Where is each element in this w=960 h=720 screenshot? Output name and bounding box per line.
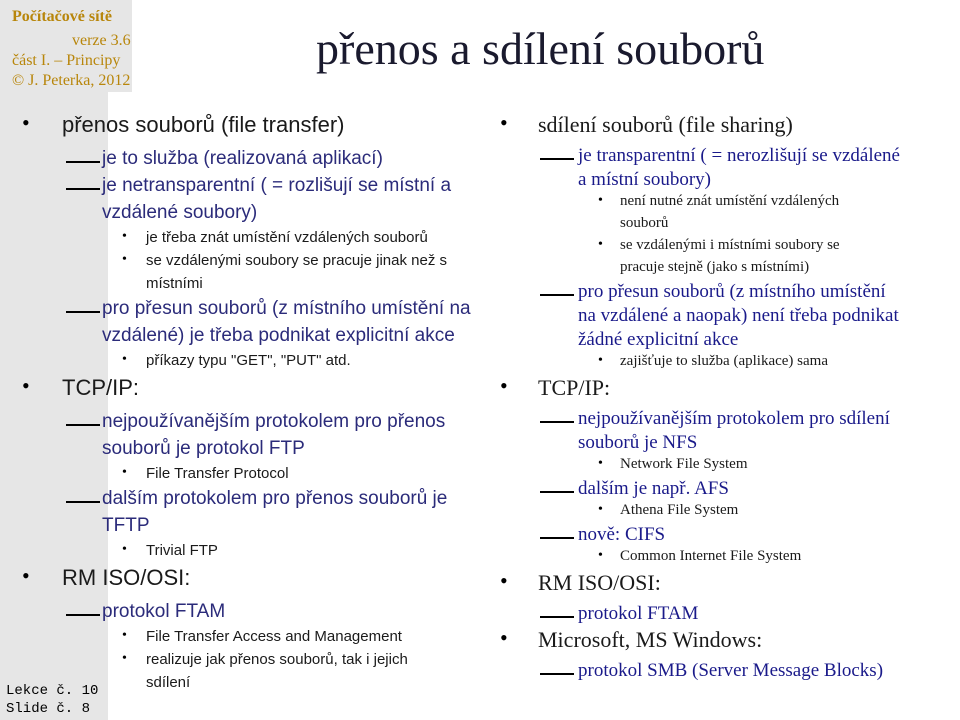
dash-icon (540, 421, 574, 423)
dash-icon (540, 673, 574, 675)
dot-icon: • (122, 628, 127, 643)
outline-line: Network File System (620, 456, 748, 472)
dot-icon: • (122, 352, 127, 367)
bullet-icon: • (500, 110, 508, 135)
outline-line: se vzdálenými i místními soubory se (620, 237, 840, 253)
dot-icon: • (598, 193, 603, 208)
outline-line: Trivial FTP (146, 542, 218, 559)
dash-icon (540, 491, 574, 493)
outline-line: na vzdálené a naopak) není třeba podnikat (578, 305, 899, 326)
outline-line: je to služba (realizovaná aplikací) (102, 148, 383, 169)
slide-number: Slide č. 8 (6, 701, 91, 717)
outline-line: RM ISO/OSI: (538, 570, 661, 595)
part-label: část I. – Principy (12, 52, 121, 69)
bullet-icon: • (22, 110, 30, 135)
outline-line: Athena File System (620, 502, 739, 518)
dot-icon: • (598, 456, 603, 471)
outline-line: souborů je NFS (578, 432, 698, 453)
outline-line: vzdálené soubory) (102, 202, 258, 223)
bullet-icon: • (500, 568, 508, 593)
outline-line: žádné explicitní akce (578, 329, 739, 350)
outline-line: a místní soubory) (578, 169, 711, 190)
outline-line: vzdálené) je třeba podnikat explicitní akce (102, 325, 455, 346)
bullet-icon: • (500, 373, 508, 398)
dash-icon (66, 188, 100, 190)
dot-icon: • (122, 252, 127, 267)
dash-icon (66, 614, 100, 616)
outline-line: nejpoužívanějším protokolem pro přenos (102, 411, 446, 432)
dot-icon: • (598, 237, 603, 252)
dash-icon (66, 311, 100, 313)
slide-title: přenos a sdílení souborů (316, 23, 765, 74)
outline-line: protokol SMB (Server Message Blocks) (578, 660, 884, 681)
outline-line: souborů je protokol FTP (102, 438, 305, 459)
outline-line: není nutné znát umístění vzdálených (620, 193, 840, 209)
outline-line: TCP/IP: (62, 375, 140, 400)
outline-line: zajišťuje to služba (aplikace) sama (620, 353, 828, 369)
outline-line: příkazy typu "GET", "PUT" atd. (146, 352, 351, 369)
dot-icon: • (598, 502, 603, 517)
bullet-icon: • (22, 373, 30, 398)
outline-line: TCP/IP: (538, 375, 611, 400)
outline-line: RM ISO/OSI: (62, 565, 191, 590)
outline-line: Microsoft, MS Windows: (538, 627, 763, 652)
bullet-icon: • (22, 563, 30, 588)
sidebar-band (0, 0, 108, 720)
copyright-label: © J. Peterka, 2012 (12, 72, 131, 89)
outline-line: nově: CIFS (578, 524, 666, 545)
outline-line: je transparentní ( = nerozlišují se vzdálené (578, 145, 900, 166)
outline-line: File Transfer Protocol (146, 465, 289, 482)
outline-line: Common Internet File System (620, 548, 802, 564)
outline-line: místními (146, 275, 203, 292)
outline-line: protokol FTAM (578, 603, 699, 624)
dot-icon: • (122, 542, 127, 557)
dot-icon: • (122, 651, 127, 666)
outline-line: protokol FTAM (102, 601, 226, 622)
outline-line: je třeba znát umístění vzdálených souborů (146, 229, 428, 246)
outline-line: souborů (620, 215, 669, 231)
dot-icon: • (598, 548, 603, 563)
outline-line: je netransparentní ( = rozlišují se místní a (102, 175, 452, 196)
dash-icon (540, 616, 574, 618)
dash-icon (540, 294, 574, 296)
outline-line: se vzdálenými soubory se pracuje jinak než s (146, 252, 447, 269)
outline-line: pro přesun souborů (z místního umístění na (102, 298, 471, 319)
dash-icon (66, 501, 100, 503)
outline-line: sdílení souborů (file sharing) (538, 112, 793, 137)
dash-icon (66, 161, 100, 163)
lecture-label: Lekce č. 10 (6, 683, 99, 699)
bullet-icon: • (500, 625, 508, 650)
outline-line: přenos souborů (file transfer) (62, 112, 345, 137)
outline-line: TFTP (102, 515, 150, 536)
dash-icon (66, 424, 100, 426)
dot-icon: • (122, 465, 127, 480)
course-name: Počítačové sítě (12, 8, 112, 25)
dot-icon: • (598, 353, 603, 368)
outline-line: dalším je např. AFS (578, 478, 729, 499)
outline-line: nejpoužívanějším protokolem pro sdílení (578, 408, 890, 429)
dot-icon: • (122, 229, 127, 244)
outline-line: File Transfer Access and Management (146, 628, 402, 645)
outline-line: sdílení (146, 674, 191, 691)
outline-line: pro přesun souborů (z místního umístění (578, 281, 886, 302)
outline-line: pracuje stejně (jako s místními) (620, 259, 810, 275)
outline-line: dalším protokolem pro přenos souborů je (102, 488, 448, 509)
dash-icon (540, 537, 574, 539)
outline-line: realizuje jak přenos souborů, tak i jejich (146, 651, 408, 668)
version-label: verze 3.6 (72, 32, 131, 49)
dash-icon (540, 158, 574, 160)
